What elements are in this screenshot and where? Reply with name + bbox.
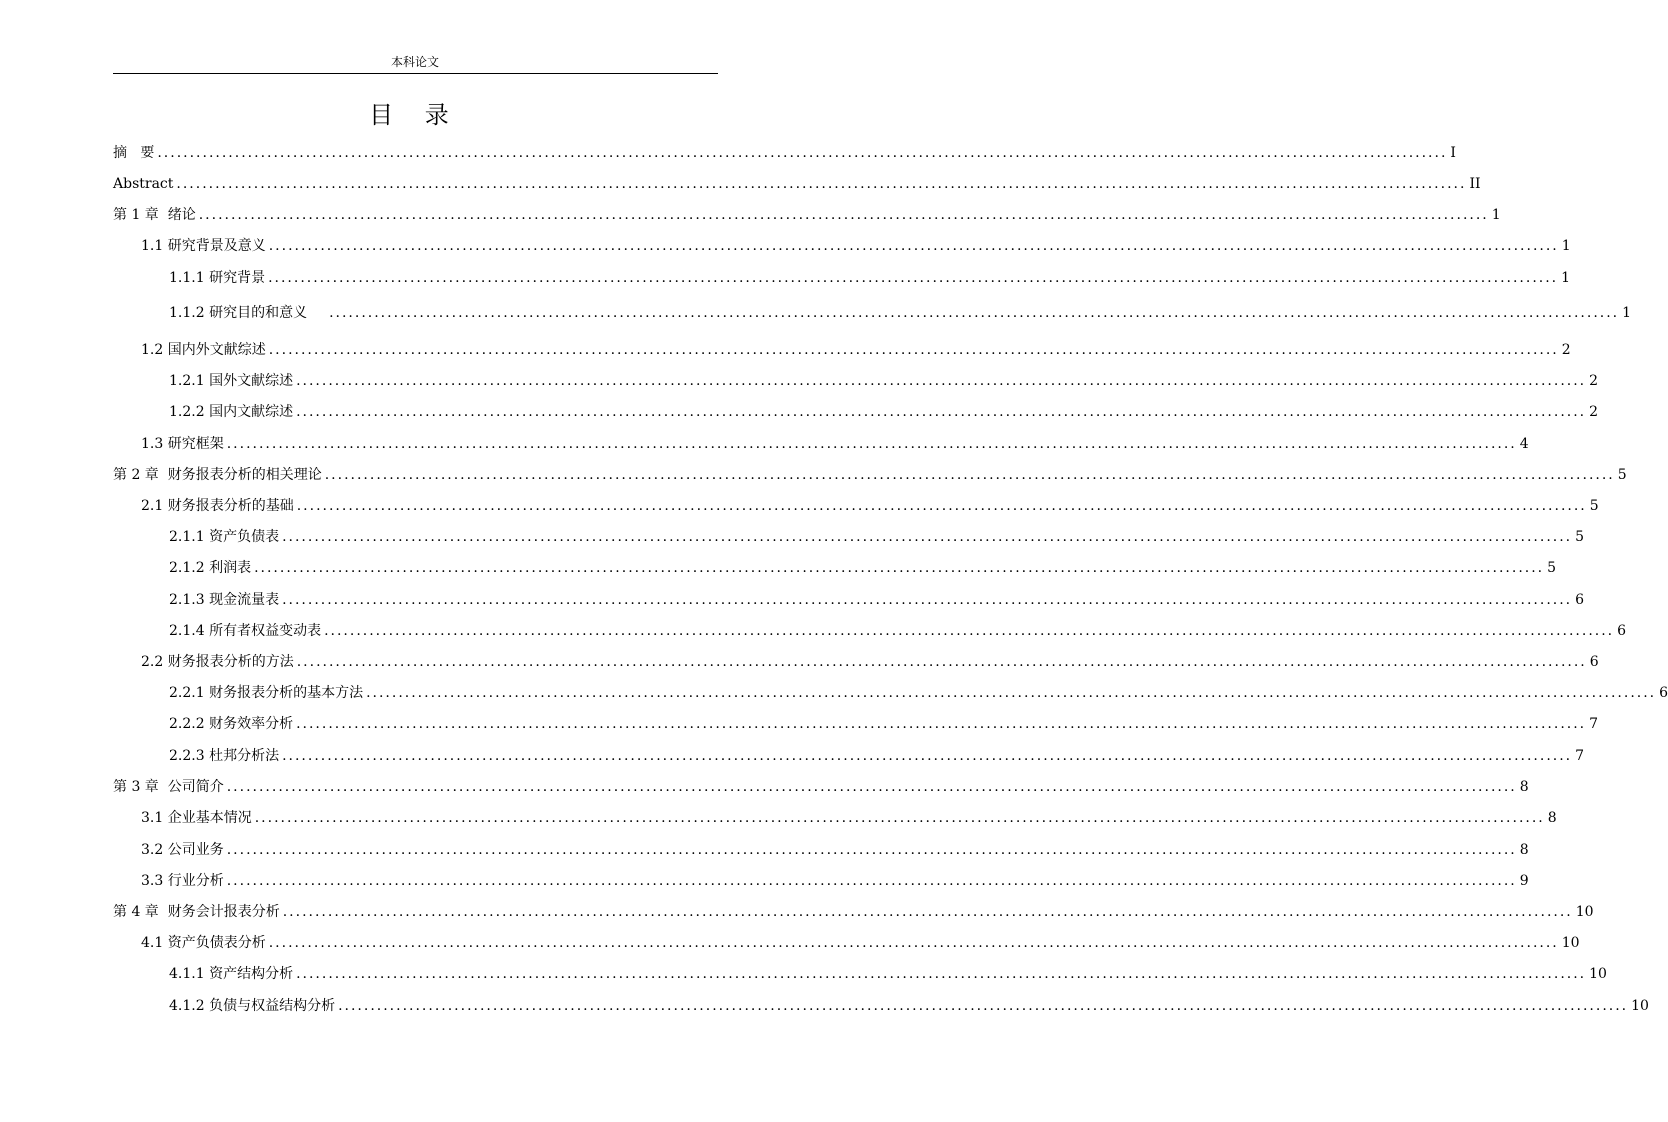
toc-entry-title: 4.1 资产负债表分析 xyxy=(141,935,266,951)
toc-entry-title: 摘 要 xyxy=(113,145,155,161)
header-divider xyxy=(113,73,718,74)
toc-entry-page: 1 xyxy=(1491,207,1501,223)
dot-leader: ........................................................................................................................................................................................................ xyxy=(157,145,1448,161)
dot-leader: ........................................................................................................................................................................................................ xyxy=(268,238,1559,254)
toc-entry[interactable] xyxy=(0,744,1585,766)
toc-entry-title: 2.2 财务报表分析的方法 xyxy=(141,654,294,670)
toc-entry-title: Abstract xyxy=(113,176,174,192)
toc-entry-page: 7 xyxy=(1575,748,1585,764)
toc-entry[interactable] xyxy=(0,588,1585,610)
toc-entry-title: 1.1.2 研究目的和意义 xyxy=(169,305,308,321)
toc-entry-page: 5 xyxy=(1547,560,1557,576)
toc-entry-title: 4.1.2 负债与权益结构分析 xyxy=(169,998,336,1014)
toc-entry-title: 2.1.4 所有者权益变动表 xyxy=(169,623,322,639)
dot-leader: ........................................................................................................................................................................................................ xyxy=(338,998,1629,1014)
toc-entry-title: 第 3 章 公司简介 xyxy=(113,779,224,795)
toc-entry-page: 9 xyxy=(1519,873,1529,889)
toc-entry[interactable] xyxy=(0,900,1594,922)
dot-leader: ........................................................................................................................................................................................................ xyxy=(226,873,1517,889)
toc-entry-page: 5 xyxy=(1589,498,1599,514)
toc-entry-title: 2.2.3 杜邦分析法 xyxy=(169,748,280,764)
toc-entry-page: 6 xyxy=(1589,654,1599,670)
toc-entry-title: 1.3 研究框架 xyxy=(141,436,224,452)
dot-leader: ........................................................................................................................................................................................................ xyxy=(324,623,1615,639)
toc-entry-title: 1.1 研究背景及意义 xyxy=(141,238,266,254)
toc-entry[interactable] xyxy=(0,806,1557,828)
dot-leader: ........................................................................................................................................................................................................ xyxy=(296,654,1587,670)
toc-entry-title: 第 2 章 财务报表分析的相关理论 xyxy=(113,467,322,483)
toc-entry-title: 3.3 行业分析 xyxy=(141,873,224,889)
toc-entry[interactable] xyxy=(0,556,1557,578)
toc-entry[interactable] xyxy=(0,869,1529,891)
toc-entry-page: 4 xyxy=(1519,436,1529,452)
toc-entry[interactable] xyxy=(0,619,1627,641)
toc-entry-page: 8 xyxy=(1519,779,1529,795)
dot-leader: ........................................................................................................................................................................................................ xyxy=(296,498,1587,514)
dot-leader: ........................................................................................................................................................................................................ xyxy=(268,935,1559,951)
toc-entry[interactable] xyxy=(0,432,1529,454)
toc-entry[interactable] xyxy=(0,338,1571,360)
toc-entry-title: 2.1.2 利润表 xyxy=(169,560,252,576)
toc-entry-page: 2 xyxy=(1589,373,1599,389)
toc-entry[interactable] xyxy=(0,301,1632,323)
toc-entry-title: 2.1.3 现金流量表 xyxy=(169,592,280,608)
toc-entry-title: 1.1.1 研究背景 xyxy=(169,270,266,286)
toc-entry-page: 6 xyxy=(1575,592,1585,608)
toc-entry-page: 10 xyxy=(1575,904,1594,920)
toc-entry[interactable] xyxy=(0,494,1599,516)
toc-entry-page: 10 xyxy=(1589,966,1607,982)
dot-leader: ........................................................................................................................................................................................................ xyxy=(226,842,1517,858)
toc-entry-page: 1 xyxy=(1622,305,1632,321)
toc-entry-title: 3.2 公司业务 xyxy=(141,842,224,858)
dot-leader: ........................................................................................................................................................................................................ xyxy=(366,685,1657,701)
dot-leader: ........................................................................................................................................................................................................ xyxy=(254,810,1545,826)
toc-entry-title: 2.2.2 财务效率分析 xyxy=(169,716,294,732)
toc-entry-title: 1.2 国内外文献综述 xyxy=(141,342,266,358)
toc-entry[interactable] xyxy=(0,400,1599,422)
dot-leader: ........................................................................................................................................................................................................ xyxy=(282,592,1573,608)
toc-entry-page: 10 xyxy=(1561,935,1580,951)
toc-entry-page: 6 xyxy=(1617,623,1627,639)
toc-entry-title: 2.2.1 财务报表分析的基本方法 xyxy=(169,685,364,701)
dot-leader: ........................................................................................................................................................................................................ xyxy=(176,176,1467,192)
toc-entry[interactable] xyxy=(0,994,1649,1016)
toc-entry-title: 2.1.1 资产负债表 xyxy=(169,529,280,545)
running-header: 本科论文 xyxy=(390,55,439,69)
toc-entry-title: 1.2.2 国内文献综述 xyxy=(169,404,294,420)
toc-entry[interactable] xyxy=(0,650,1599,672)
toc-entry-title: 2.1 财务报表分析的基础 xyxy=(141,498,294,514)
toc-entry[interactable] xyxy=(0,681,1668,703)
dot-leader: ........................................................................................................................................................................................................ xyxy=(198,207,1489,223)
dot-leader: ........................................................................................................................................................................................................ xyxy=(329,305,1620,321)
dot-leader: ........................................................................................................................................................................................................ xyxy=(282,748,1573,764)
toc-entry-page: 5 xyxy=(1575,529,1585,545)
dot-leader: ........................................................................................................................................................................................................ xyxy=(268,342,1559,358)
toc-entry-page: 2 xyxy=(1561,342,1571,358)
toc-entry[interactable] xyxy=(0,234,1571,256)
dot-leader: ........................................................................................................................................................................................................ xyxy=(282,529,1573,545)
toc-entry-title: 3.1 企业基本情况 xyxy=(141,810,252,826)
toc-entry[interactable] xyxy=(0,712,1599,734)
dot-leader: ........................................................................................................................................................................................................ xyxy=(282,904,1573,920)
dot-leader: ........................................................................................................................................................................................................ xyxy=(254,560,1545,576)
dot-leader: ........................................................................................................................................................................................................ xyxy=(296,716,1587,732)
dot-leader: ........................................................................................................................................................................................................ xyxy=(296,404,1587,420)
dot-leader: ........................................................................................................................................................................................................ xyxy=(324,467,1615,483)
toc-entry-page: 1 xyxy=(1561,238,1571,254)
toc-entry-title: 第 1 章 绪论 xyxy=(113,207,196,223)
toc-entry-page: 2 xyxy=(1589,404,1599,420)
dot-leader: ........................................................................................................................................................................................................ xyxy=(226,779,1517,795)
toc-entry[interactable] xyxy=(0,775,1529,797)
toc-entry-page: II xyxy=(1469,176,1481,192)
toc-entry-page: 10 xyxy=(1631,998,1649,1014)
toc-entry[interactable] xyxy=(0,172,1481,194)
toc-entry[interactable] xyxy=(0,463,1627,485)
dot-leader: ........................................................................................................................................................................................................ xyxy=(296,966,1587,982)
toc-entry-title: 第 4 章 财务会计报表分析 xyxy=(113,904,280,920)
toc-entry[interactable] xyxy=(0,141,1456,163)
toc-entry[interactable] xyxy=(0,525,1585,547)
toc-entry[interactable] xyxy=(0,203,1501,225)
toc-entry[interactable] xyxy=(0,369,1599,391)
toc-entry-title: 1.2.1 国外文献综述 xyxy=(169,373,294,389)
toc-entry-title: 4.1.1 资产结构分析 xyxy=(169,966,294,982)
toc-entry[interactable] xyxy=(0,931,1580,953)
toc-entry-page: 5 xyxy=(1617,467,1627,483)
toc-entry[interactable] xyxy=(0,962,1607,984)
dot-leader: ........................................................................................................................................................................................................ xyxy=(268,270,1559,286)
toc-entry-page: I xyxy=(1450,145,1456,161)
toc-entry-page: 6 xyxy=(1659,685,1668,701)
toc-entry[interactable] xyxy=(0,266,1571,288)
toc-title: 目 录 xyxy=(369,101,461,129)
toc-entry-page: 7 xyxy=(1589,716,1599,732)
toc-entry[interactable] xyxy=(0,838,1529,860)
toc-entry-page: 8 xyxy=(1547,810,1557,826)
dot-leader: ........................................................................................................................................................................................................ xyxy=(226,436,1517,452)
toc-entry-page: 1 xyxy=(1561,270,1571,286)
toc-entry-page: 8 xyxy=(1519,842,1529,858)
dot-leader: ........................................................................................................................................................................................................ xyxy=(296,373,1587,389)
